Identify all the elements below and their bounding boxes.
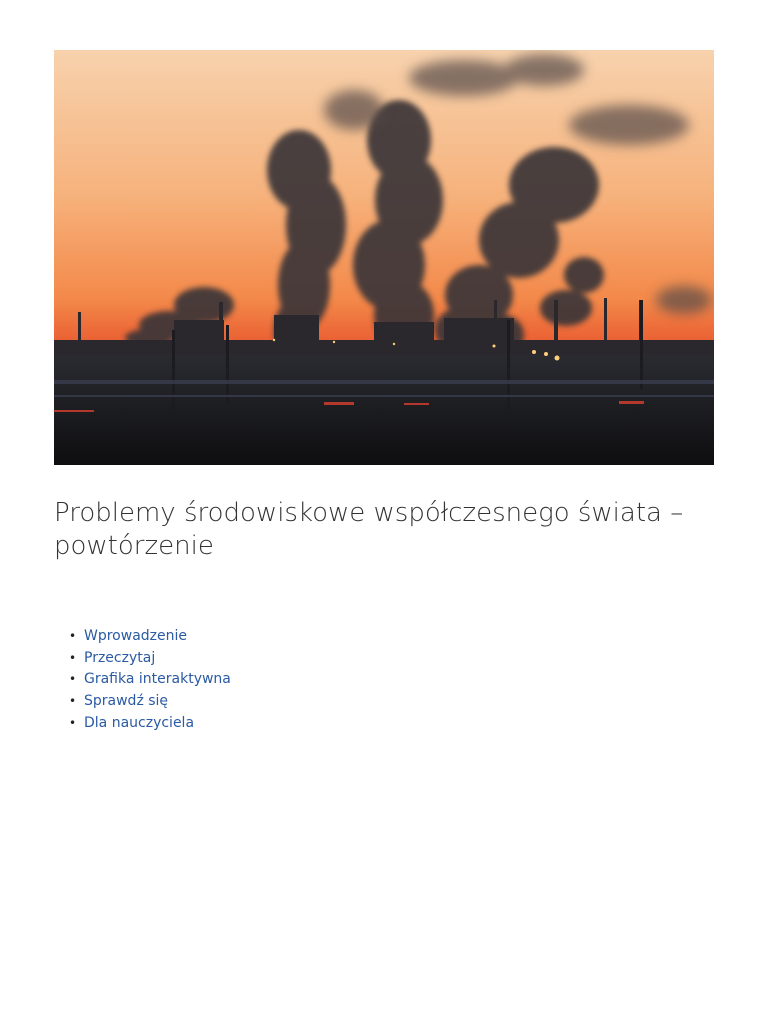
bullet-icon: • (69, 715, 77, 730)
toc-link-sprawdz-sie[interactable]: Sprawdź się (84, 693, 169, 710)
toc-link-grafika-interaktywna[interactable]: Grafika interaktywna (84, 671, 231, 688)
toc-link-wprowadzenie[interactable]: Wprowadzenie (84, 628, 187, 644)
bullet-icon: • (69, 694, 77, 709)
toc-link-dla-nauczyciela[interactable]: Dla nauczyciela (84, 714, 195, 731)
toc-link-przeczytaj[interactable]: Przeczytaj (84, 649, 156, 666)
toc-item (69, 669, 231, 691)
toc-item (69, 691, 231, 713)
table-of-contents (54, 626, 231, 734)
bullet-icon: • (69, 672, 77, 687)
toc-item (69, 713, 231, 735)
hero-image (54, 50, 714, 465)
toc-item (69, 648, 231, 670)
bullet-icon: • (69, 650, 77, 665)
factory-smoke-illustration (54, 50, 714, 465)
toc-item (69, 626, 231, 648)
bullet-icon: • (69, 629, 77, 643)
page-title: Problemy środowiskowe współczesnego świata – powtórzenie (54, 498, 684, 561)
